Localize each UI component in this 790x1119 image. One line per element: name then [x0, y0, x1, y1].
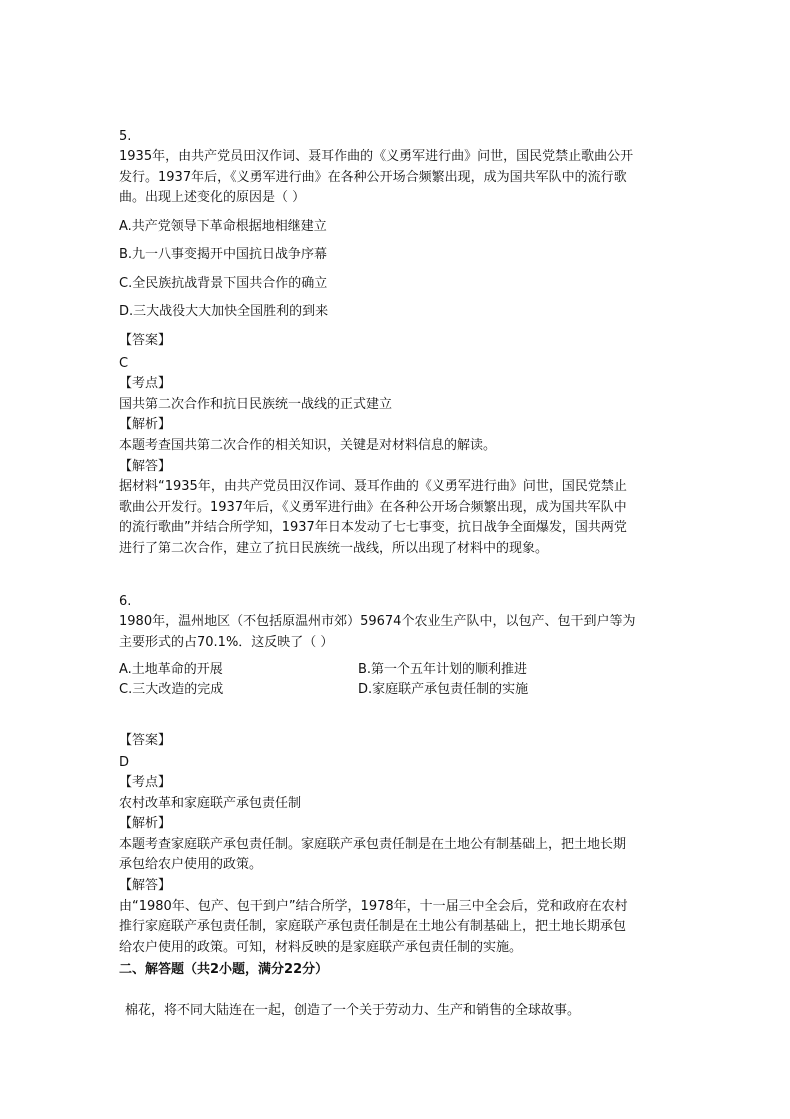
- analysis-text: 本题考查国共第二次合作的相关知识，关键是对材料信息的解读。: [119, 438, 497, 453]
- solution-line: 歌曲公开发行。1937年后，《义勇军进行曲》在各种公开场合频繁出现，成为国共军队中: [119, 500, 627, 515]
- answer-label: 【答案】: [119, 333, 172, 348]
- solution-line: 据材料“1935年，由共产党员田汉作词、聂耳作曲的《义勇军进行曲》问世，国民党禁止: [119, 479, 627, 494]
- option-c: C.全民族抗战背景下国共合作的确立: [119, 276, 328, 291]
- point-label: 【考点】: [119, 775, 172, 790]
- question-stem-line: 曲。出现上述变化的原因是（ ）: [119, 190, 306, 205]
- option-a: A.土地革命的开展: [119, 662, 223, 677]
- question-number: 5.: [119, 129, 132, 144]
- solution-line: 由“1980年、包产、包干到户”结合所学，1978年，十一届三中全会后，党和政府在农村: [119, 899, 628, 914]
- analysis-label: 【解析】: [119, 816, 172, 831]
- point-text: 农村改革和家庭联产承包责任制: [119, 796, 302, 811]
- option-b: B.九一八事变揭开中国抗日战争序幕: [119, 247, 328, 262]
- question-stem-line: 1935年，由共产党员田汉作词、聂耳作曲的《义勇军进行曲》问世，国民党禁止歌曲公开: [119, 149, 634, 164]
- option-d: D.家庭联产承包责任制的实施: [358, 682, 529, 697]
- solution-label: 【解答】: [119, 459, 172, 474]
- option-c: C.三大改造的完成: [119, 682, 224, 697]
- section-intro: 棉花，将不同大陆连在一起，创造了一个关于劳动力、生产和销售的全球故事。: [125, 1003, 581, 1018]
- answer-value: C: [119, 356, 129, 371]
- option-a: A.共产党领导下革命根据地相继建立: [119, 219, 327, 234]
- analysis-line: 本题考查家庭联产承包责任制。家庭联产承包责任制是在土地公有制基础上，把土地长期: [119, 837, 627, 852]
- question-stem-line: 发行。1937年后，《义勇军进行曲》在各种公开场合频繁出现，成为国共军队中的流行歌: [119, 170, 627, 185]
- question-stem-line: 主要形式的占70.1%．这反映了（ ）: [119, 635, 334, 650]
- option-d: D.三大战役大大加快全国胜利的到来: [119, 304, 329, 319]
- solution-line: 给农户使用的政策。可知，材料反映的是家庭联产承包责任制的实施。: [119, 940, 523, 955]
- option-b: B.第一个五年计划的顺利推进: [358, 662, 528, 677]
- point-label: 【考点】: [119, 376, 172, 391]
- section-heading: 二、解答题（共2小题，满分22分）: [119, 962, 329, 977]
- analysis-line: 承包给农户使用的政策。: [119, 857, 263, 872]
- solution-line: 的流行歌曲”并结合所学知，1937年日本发动了七七事变，抗日战争全面爆发，国共两党: [119, 520, 627, 535]
- solution-label: 【解答】: [119, 878, 172, 893]
- solution-line: 进行了第二次合作，建立了抗日民族统一战线，所以出现了材料中的现象。: [119, 541, 549, 556]
- answer-label: 【答案】: [119, 733, 172, 748]
- answer-value: D: [119, 755, 130, 770]
- solution-line: 推行家庭联产承包责任制，家庭联产承包责任制是在土地公有制基础上，把土地长期承包: [119, 919, 627, 934]
- point-text: 国共第二次合作和抗日民族统一战线的正式建立: [119, 397, 393, 412]
- question-stem-line: 1980年，温州地区（不包括原温州市郊）59674个农业生产队中，以包产、包干到户等为: [119, 614, 636, 629]
- analysis-label: 【解析】: [119, 417, 172, 432]
- question-number: 6.: [119, 594, 132, 609]
